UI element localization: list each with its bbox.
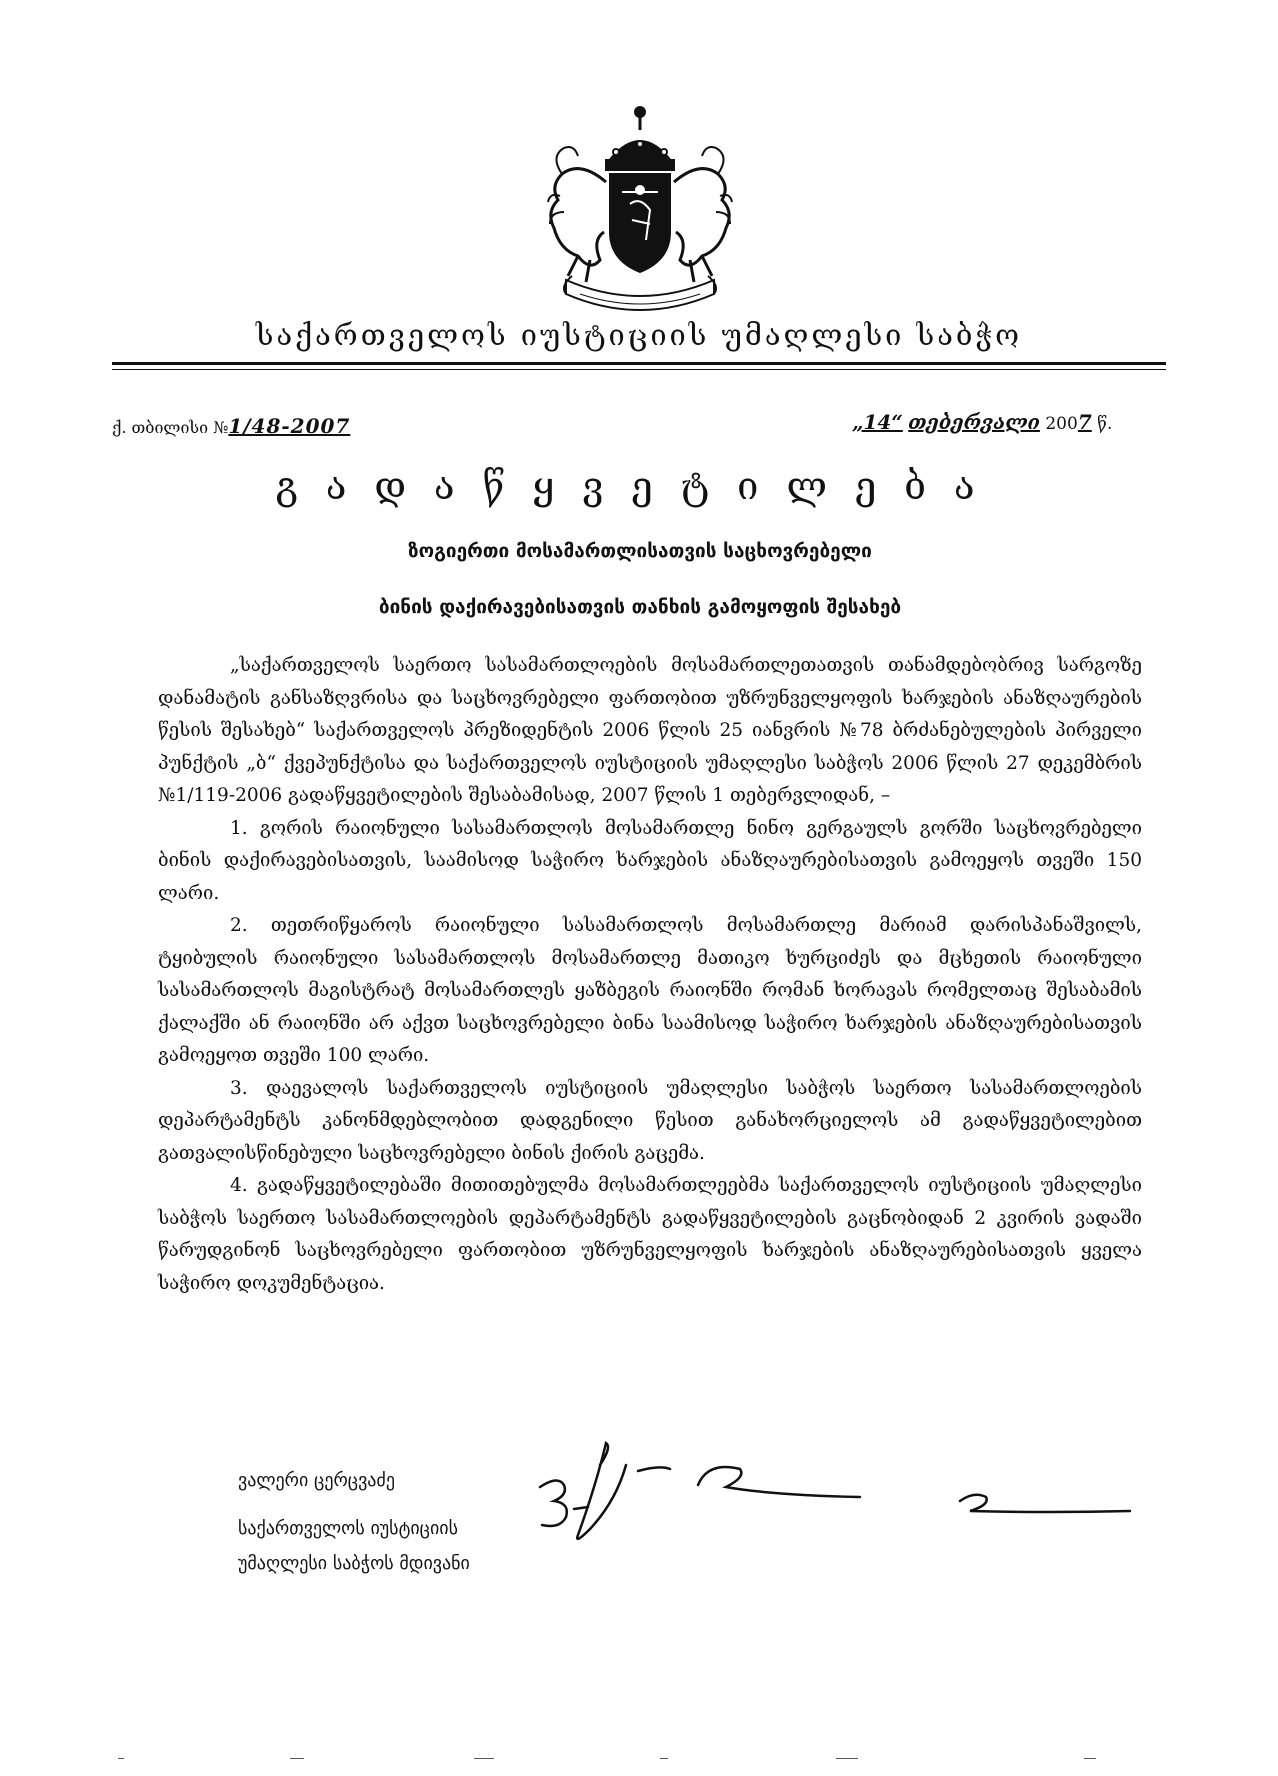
signer-name: ვალერი ცერცვაძე — [238, 1470, 395, 1491]
header-rule-thin — [112, 369, 1166, 370]
document-date-line — [852, 410, 1112, 434]
city-number-prefix: ქ. თბილისი № — [112, 418, 229, 437]
document-body — [158, 650, 1142, 1300]
council-name: საქართველოს იუსტიციის უმაღლესი საბჭო — [255, 318, 1023, 352]
document-number: 1/48-2007 — [228, 414, 351, 438]
body-item-4: 4. გადაწყვეტილებაში მითითებულმა მოსამართლეებმა საქართველოს იუსტიციის უმაღლესი საბჭოს საერთო სასამართლოების დეპარტამენტს გადაწყვეტილების გაცნობიდან 2 კვირის ვადაში წარუდგინონ საცხოვრებელი ფართობით უზრუნველყოფის ხარჯების ანაზღაურებისათვის ყველა საჭირო დოკუმენტაცია. — [158, 1175, 1142, 1294]
date-suffix: წ. — [1097, 414, 1113, 434]
body-item-2: 2. თეთრიწყაროს რაიონული სასამართლოს მოსამართლე მარიამ დარისპანაშვილს, ტყიბულის რაიონული სასამართლოს მოსამართლე მათიკო ხურციძეს და მცხეთის რაიონული სასამართლოს მაგისტრატ მოსამართლეს ყაზბეგის რაიონში რომან ხორავას რომელთაც შესაბამის ქალაქში ან რაიონში არ აქვთ საცხოვრებელი ბინა საამისოდ საჭირო ხარჯების ანაზღაურებისათვის გამოეყოთ თვეში 100 ლარი. — [158, 915, 1142, 1066]
date-year-prefix: 200 — [1045, 414, 1078, 434]
document-number-line — [112, 414, 350, 438]
date-year-hand: 7 — [1077, 410, 1092, 434]
signer-position-line-2: უმაღლესი საბჭოს მდივანი — [238, 1553, 470, 1574]
document-title: გადაწყვეტილება — [275, 464, 1003, 508]
handwritten-signature — [530, 1425, 1170, 1555]
date-day: „14“ — [852, 410, 903, 434]
date-month: თებერვალი — [908, 410, 1040, 434]
header-rule-thick — [112, 362, 1166, 365]
body-item-3: 3. დაევალოს საქართველოს იუსტიციის უმაღლესი საბჭოს საერთო სასამართლოების დეპარტამენტს კანონმდებლობით დადგენილი წესით განახორციელოს ამ გადაწყვეტილებით გათვალისწინებული საცხოვრებელი ბინის ქირის გაცემა. — [158, 1077, 1142, 1164]
signer-position-line-1: საქართველოს იუსტიციის — [238, 1518, 458, 1539]
subject-line-2: ბინის დაქირავებისათვის თანხის გამოყოფის შესახებ — [378, 596, 902, 618]
body-item-1: 1. გორის რაიონული სასამართლოს მოსამართლე ნინო გერგაულს გორში საცხოვრებელი ბინის დაქირავებისათვის, საამისოდ საჭირო ხარჯების ანაზღაურებისათვის გამოეყოს თვეში 150 ლარი. — [158, 817, 1142, 904]
body-intro-paragraph: „საქართველოს საერთო სასამართლოების მოსამართლეთათვის თანამდებობრივ სარგოზე დანამატის განსაზღვრისა და საცხოვრებელი ფართობით უზრუნველყოფის ხარჯების ანაზღაურების წესის შესახებ“ საქართველოს პრეზიდენტის 2006 წლის 25 იანვრის №78 ბრძანებულების პირველი პუნქტის „ბ“ ქვეპუნქტისა და საქართველოს იუსტიციის უმაღლესი საბჭოს 2006 წლის 27 დეკემბრის №1/119-2006 გადაწყვეტილების შესაბამისად, 2007 წლის 1 თებერვლიდან, – — [158, 655, 1142, 806]
coat-of-arms-emblem — [520, 100, 760, 315]
subject-line-1: ზოგიერთი მოსამართლისათვის საცხოვრებელი — [408, 540, 872, 562]
scan-specks — [0, 1755, 1278, 1763]
